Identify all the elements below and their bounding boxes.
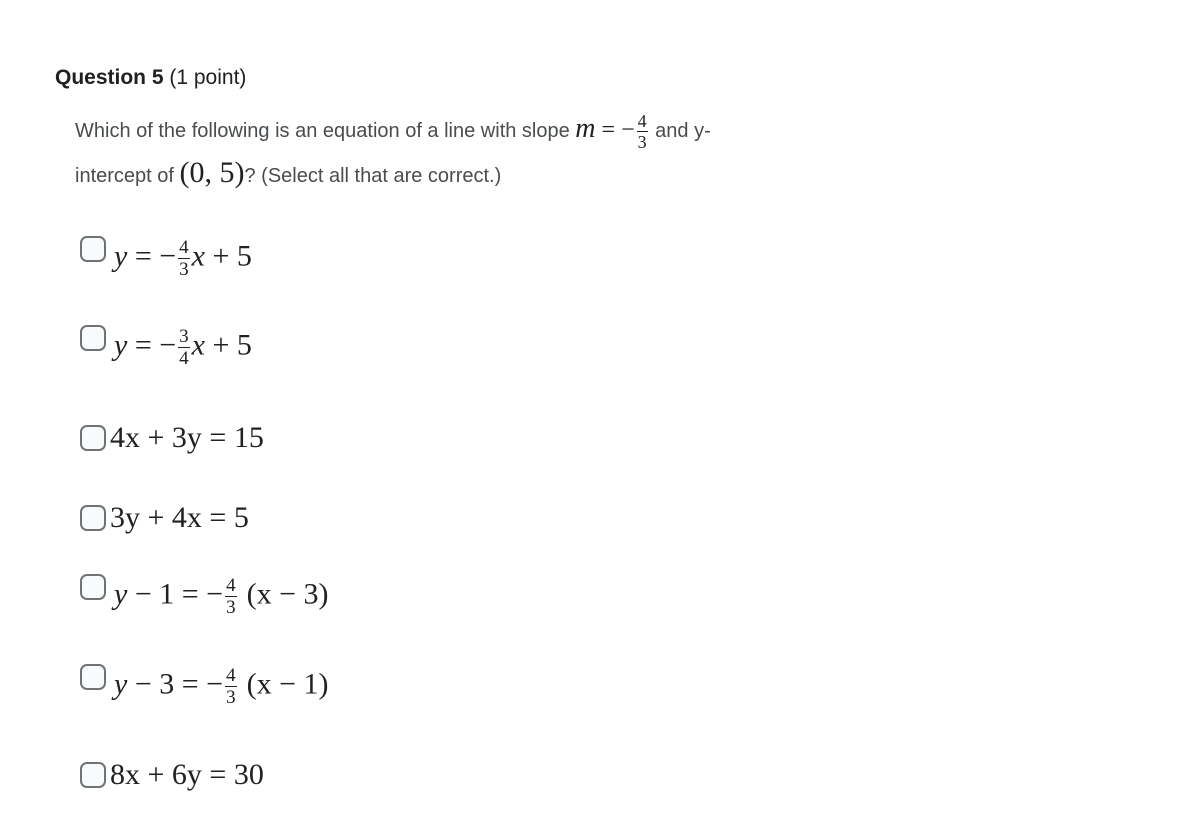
eq2-num: 3 — [179, 325, 189, 347]
slope-variable: m — [575, 112, 596, 144]
answer-checkbox-3[interactable] — [80, 425, 106, 451]
answer-checkbox-7[interactable] — [80, 762, 106, 788]
question-line-2 — [75, 156, 501, 190]
eq5-fraction — [225, 576, 237, 617]
question-text-part1: Which of the following is an equation of a line with slope — [75, 119, 576, 142]
eq2-den: 4 — [179, 347, 189, 369]
answer-equation-7: 8x + 6y = 30 — [110, 758, 264, 791]
eq1-fraction — [178, 238, 190, 279]
eq5-y: y — [114, 576, 128, 610]
eq2-fraction — [178, 327, 190, 368]
answer-checkbox-1[interactable] — [80, 236, 106, 262]
question-header — [55, 64, 246, 92]
eq1-rest: + 5 — [205, 238, 252, 272]
question-text-part4: ? (Select all that are correct.) — [244, 165, 502, 187]
eq5-eq: − 1 = − — [127, 576, 224, 610]
eq1-eq: = − — [127, 238, 177, 272]
eq1-x: x — [191, 238, 205, 272]
eq6-fraction — [225, 666, 237, 707]
eq5-num: 4 — [226, 574, 236, 596]
eq5-paren: (x — [246, 576, 272, 610]
slope-equals: = − — [595, 116, 635, 143]
eq2-y: y — [114, 327, 128, 361]
eq1-y: y — [114, 238, 128, 272]
intercept-point: (0, 5) — [179, 156, 245, 189]
answer-option-2[interactable] — [80, 327, 252, 367]
answer-option-6[interactable] — [80, 666, 329, 706]
eq6-rest: − 1) — [271, 666, 329, 700]
eq2-eq: = − — [127, 327, 177, 361]
eq6-paren: (x — [246, 666, 272, 700]
eq1-den: 3 — [179, 258, 189, 280]
question-text-part2: and y- — [649, 119, 711, 142]
slope-numerator: 4 — [637, 111, 647, 131]
eq6-y: y — [114, 666, 128, 700]
answer-option-5[interactable] — [80, 576, 329, 616]
answer-checkbox-6[interactable] — [80, 664, 106, 690]
answer-checkbox-4[interactable] — [80, 505, 106, 531]
answer-checkbox-2[interactable] — [80, 325, 106, 351]
question-points: (1 point) — [169, 66, 247, 89]
answer-option-7[interactable] — [80, 755, 264, 795]
answer-equation-5 — [114, 576, 329, 617]
answer-equation-4: 3y + 4x = 5 — [110, 501, 249, 534]
eq6-den: 3 — [226, 686, 236, 708]
answer-option-3[interactable] — [80, 418, 264, 458]
question-line-1 — [75, 112, 711, 151]
slope-fraction — [637, 112, 648, 151]
answer-option-4[interactable] — [80, 498, 249, 538]
answer-checkbox-5[interactable] — [80, 574, 106, 600]
question-text-part3: intercept of — [75, 165, 180, 187]
answer-equation-3: 4x + 3y = 15 — [110, 421, 264, 454]
answer-option-1[interactable] — [80, 238, 252, 278]
eq6-num: 4 — [226, 664, 236, 686]
eq1-num: 4 — [179, 236, 189, 258]
answer-equation-6 — [114, 666, 329, 707]
eq6-eq: − 3 = − — [127, 666, 224, 700]
answer-equation-1 — [114, 238, 252, 279]
slope-denominator: 3 — [637, 132, 647, 152]
answer-equation-2 — [114, 327, 252, 368]
eq5-rest: − 3) — [271, 576, 329, 610]
eq2-x: x — [191, 327, 205, 361]
eq2-rest: + 5 — [205, 327, 252, 361]
question-label: Question 5 — [55, 66, 164, 89]
eq5-den: 3 — [226, 596, 236, 618]
